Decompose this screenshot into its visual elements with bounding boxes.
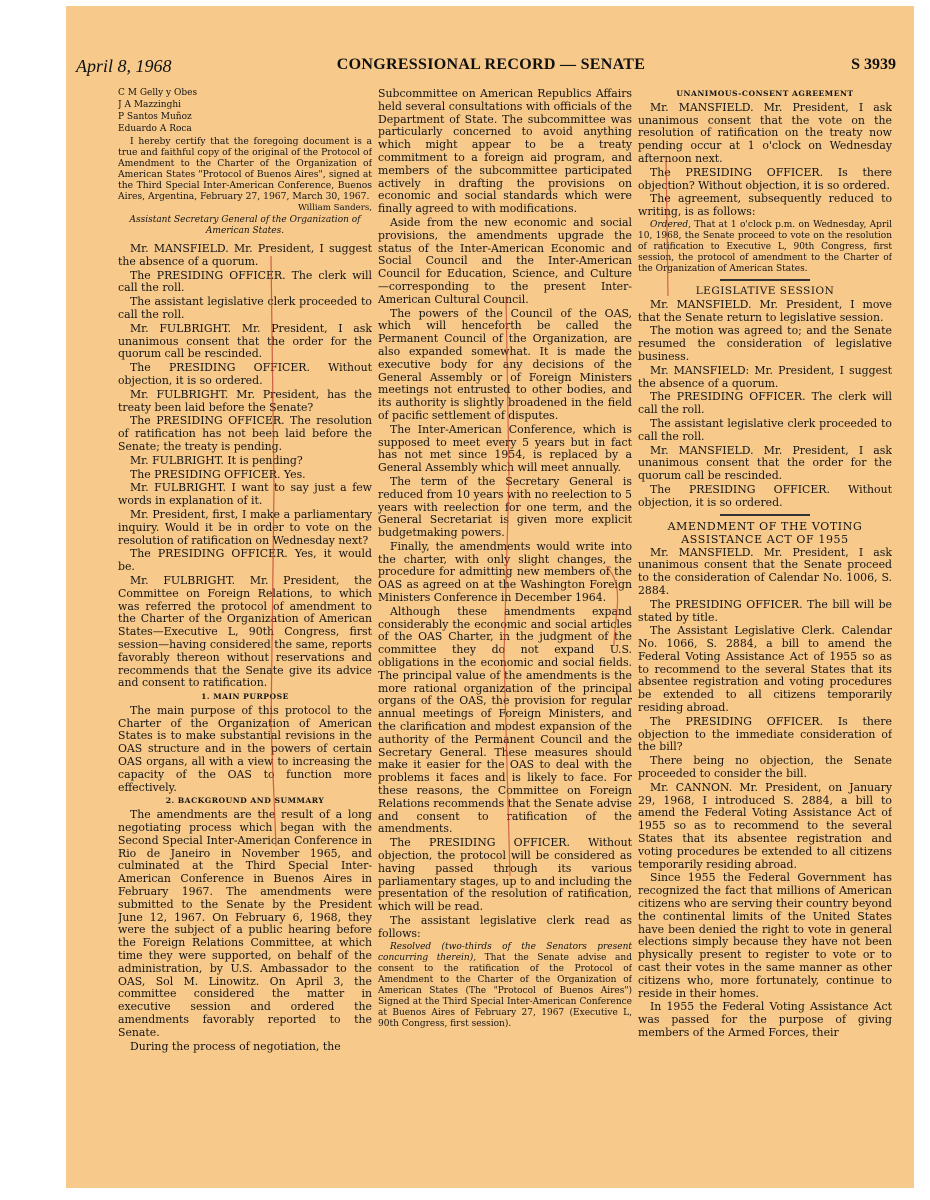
paragraph: Subcommittee on American Republics Affairs held several consultations with officials of the Department of State. The subcommittee was particularly concerned to avoid anything which might appear to be a treaty commitment to a foreign aid program, and members of the subcommittee participated actively in drafting the provisions on economic and social standards which were finally agreed to with modifications.: [378, 88, 632, 216]
paragraph: Mr. MANSFIELD. Mr. President, I move that the Senate return to legislative session.: [638, 297, 892, 324]
paragraph: Mr. MANSFIELD. Mr. President, I ask unanimous consent that the order for the quorum call be rescinded.: [638, 443, 892, 483]
paragraph: The amendments are the result of a long negotiating process which began with the Second Special Inter-American Conference in Rio de Janeiro in November 1965, and culminated at the Third Special Inter-American Conference in Buenos Aires in February 1967. The amendments were submitted to the Senate by the President June 12, 1967. On February 6, 1968, they were the subject of a public hearing before the Foreign Relations Committee, at which time they were supported, on behalf of the administration, by U.S. Ambassador to the OAS, Sol M. Linowitz. On April 3, the committee considered the matter in executive session and ordered the amendments favorably reported to the Senate.: [118, 808, 372, 1039]
paragraph: The PRESIDING OFFICER. Without objection, it is so ordered.: [118, 361, 372, 387]
paragraph: Mr. MANSFIELD. Mr. President, I ask unanimous consent that the Senate proceed to the consideration of Calendar No. 1006, S. 2884.: [638, 545, 892, 597]
paragraph: The PRESIDING OFFICER. The clerk will call the roll.: [638, 390, 892, 417]
paragraph: The PRESIDING OFFICER. Yes, it would be.: [118, 547, 372, 574]
subheading-background: 2. BACKGROUND AND SUMMARY: [165, 796, 325, 806]
paragraph: The powers of the Council of the OAS, which will henceforth be called the Permanent Council of the Organization, are also expanded somewhat. It is made the executive body for any decisions of the General Assembly or of Foreign Ministers meetings not entrusted to other bodies, and its authority is slightly broadened in the field of pacific settlement of disputes.: [378, 306, 632, 422]
column-3: [638, 88, 892, 1178]
paragraph: The PRESIDING OFFICER. Yes.: [130, 467, 306, 481]
subheading-main-purpose: 1. MAIN PURPOSE: [201, 692, 289, 702]
paragraph: The assistant legislative clerk proceeded to call the roll.: [638, 416, 892, 443]
paragraph: The main purpose of this protocol to the Charter of the Organization of American States is to make substantial revisions in the OAS structure and in the powers of certain OAS organs, all with a view to increasing the capacity of the OAS to function more effectively.: [118, 703, 372, 794]
paragraph: Mr. MANSFIELD. Mr. President, I suggest the absence of a quorum.: [118, 242, 372, 268]
order-body: That at 1 o'clock p.m. on Wednesday, April 10, 1968, the Senate proceed to vote on the resolution of ratification to Executive L, 90th Congress, first session, the protocol of amendment to the Charter of the Organization of American States.: [638, 219, 892, 274]
page-header: [74, 56, 908, 88]
order-text: [638, 220, 892, 275]
paragraph: The term of the Secretary General is reduced from 10 years with no reelection to 5 years with reelection for one term, and the General Secretariat is given more explicit budgetmaking powers.: [378, 474, 632, 540]
paragraph: Since 1955 the Federal Government has recognized the fact that millions of American citizens who are serving their country beyond the continental limits of the United States have been denied the right to vote in general elections simply because they have not been physically present to register to vote or to cast their votes in the same manner as other citizens who, more fortunately, continue to reside in their homes.: [638, 871, 892, 1000]
paragraph: The PRESIDING OFFICER. Is there objection? Without objection, it is so ordered.: [638, 165, 892, 192]
resolution-lead: Resolved (two-thirds of the Senators present concurring therein),: [378, 941, 632, 963]
paragraph: The PRESIDING OFFICER. Without objection, it is so ordered.: [638, 482, 892, 509]
paragraph: During the process of negotiation, the: [130, 1039, 341, 1053]
section-divider: [720, 279, 810, 281]
certification-signer: William Sanders,: [297, 203, 372, 213]
paragraph: Mr. MANSFIELD: Mr. President, I suggest the absence of a quorum.: [638, 363, 892, 390]
signatory: P Santos Muñoz: [118, 112, 192, 122]
column-1: [118, 88, 372, 1178]
paragraph: The Assistant Legislative Clerk. Calendar No. 1066, S. 2884, a bill to amend the Federal Voting Assistance Act of 1955 so as to recommend to the several States that its absentee registration and voting procedures be extended to all citizens temporarily residing abroad.: [638, 624, 892, 715]
signatory: J A Mazzinghi: [118, 100, 182, 110]
paragraph: Mr. FULBRIGHT. Mr. President, has the treaty been laid before the Senate?: [118, 387, 372, 414]
paragraph: The PRESIDING OFFICER. Without objection, the protocol will be considered as having passed through its various parliamentary stages, up to and including the presentation of the resolution of ratification, which will be read.: [378, 836, 632, 914]
paragraph: There being no objection, the Senate proceeded to consider the bill.: [638, 754, 892, 781]
resolution-body: That the Senate advise and consent to the ratification of the Protocol of Amendment to the Charter of the Organization of American States (The "Protocol of Buenos Aires") Signed at the Third Special Inter-American Conference at Buenos Aires of February 27, 1967 (Executive L, 90th Congress, first session).: [378, 952, 632, 1029]
section-divider: [720, 514, 810, 516]
paragraph: Mr. President, first, I make a parliamentary inquiry. Would it be in order to vote on the resolution of ratification on Wednesday next?: [118, 507, 372, 547]
paragraph: Mr. CANNON. Mr. President, on January 29, 1968, I introduced S. 2884, a bill to amend the Federal Voting Assistance Act of 1955 so as to recommend to the several States that its absentee registration and voting procedures be extended to all citizens temporarily residing abroad.: [638, 780, 892, 871]
section-heading-legislative: LEGISLATIVE SESSION: [695, 284, 835, 297]
paragraph: Aside from the new economic and social provisions, the amendments upgrade the status of the Inter-American Economic and Social Council and the Inter-American Council for Education, Science, and Culture—corresponding to the present Inter-American Cultural Council.: [378, 215, 632, 306]
paragraph: The agreement, subsequently reduced to writing, is as follows:: [638, 192, 892, 219]
signatory: Eduardo A Roca: [118, 124, 192, 134]
paragraph: The assistant legislative clerk proceeded to call the roll.: [118, 295, 372, 321]
order-lead: Ordered,: [650, 219, 692, 230]
certification-title: Assistant Secretary General of the Organization of American States.: [129, 215, 361, 236]
section-heading-amendment: AMENDMENT OF THE VOTING ASSISTANCE ACT OF 1955: [667, 519, 863, 546]
paragraph: Although these amendments expand considerably the economic and social articles of the OAS Charter, in the judgment of the committee they do not expand U.S. obligations in the economic and social fields. The principal value of the amendments is the more rational organization of the principal organs of the OAS, the provision for regular annual meetings of Foreign Ministers, and the clarification and modest expansion of the authority of the Permanent Council and the Secretary General. These measures should make it easier for the OAS to deal with the problems it faces and is likely to face. For these reasons, the Committee on Foreign Relations recommends that the Senate advise and consent to ratification of the amendments.: [378, 604, 632, 836]
paragraph: The PRESIDING OFFICER. Is there objection to the immediate consideration of the bill?: [638, 714, 892, 754]
paragraph: Mr. MANSFIELD. Mr. President, I ask unanimous consent that the vote on the resolution of ratification on the treaty now pending occur at 1 o'clock on Wednesday afternoon next.: [638, 100, 892, 165]
paragraph: Mr. FULBRIGHT. Mr. President, the Committee on Foreign Relations, to which was referred the protocol of amendment to the Charter of the Organization of American States—Executive L, 90th Congress, first session—having considered the same, reports favorably thereon without reservations and recommends that the Senate give its advice and consent to ratification.: [118, 573, 372, 690]
paragraph: The PRESIDING OFFICER. The clerk will call the roll.: [118, 268, 372, 295]
paragraph: Mr. FULBRIGHT. Mr. President, I ask unanimous consent that the order for the quorum call be rescinded.: [118, 321, 372, 361]
paragraph: In 1955 the Federal Voting Assistance Act was passed for the purpose of giving members of the Armed Forces, their: [638, 1000, 892, 1039]
header-title: CONGRESSIONAL RECORD — SENATE: [336, 56, 646, 73]
paragraph: The PRESIDING OFFICER. The bill will be stated by title.: [638, 597, 892, 624]
paragraph: The assistant legislative clerk read as follows:: [378, 914, 632, 940]
paragraph: The PRESIDING OFFICER. The resolution of ratification has not been laid before the Senate; the treaty is pending.: [118, 414, 372, 453]
header-page-number: S 3939: [851, 56, 896, 73]
signatory: C M Gelly y Obes: [118, 88, 198, 98]
paragraph: The motion was agreed to; and the Senate resumed the consideration of legislative business.: [638, 324, 892, 363]
resolution-text: [378, 942, 632, 1030]
paragraph: Mr. FULBRIGHT. I want to say just a few words in explanation of it.: [118, 481, 372, 508]
certification-text: I hereby certify that the foregoing document is a true and faithful copy of the original of the Protocol of Amendment to the Charter of the Organization of American States "Protocol of Buenos Aires", signed at the Third Special Inter-American Conference, Buenos Aires, Argentina, February 27, 1967, March 30, 1967.: [118, 136, 372, 202]
header-date: April 8, 1968: [76, 56, 172, 76]
paragraph: Finally, the amendments would write into the charter, with only slight changes, the procedure for admitting new members of the OAS as agreed on at the Washington Foreign Ministers Conference in December 1964.: [378, 539, 632, 605]
record-page: [66, 6, 914, 1188]
column-2: [378, 88, 632, 1178]
paragraph: The Inter-American Conference, which is supposed to meet every 5 years but in fact has not met since 1954, is replaced by a General Assembly which will meet annually.: [378, 422, 632, 475]
paragraph: Mr. FULBRIGHT. It is pending?: [130, 453, 303, 467]
subheading-unanimous-consent: UNANIMOUS-CONSENT AGREEMENT: [676, 89, 854, 98]
